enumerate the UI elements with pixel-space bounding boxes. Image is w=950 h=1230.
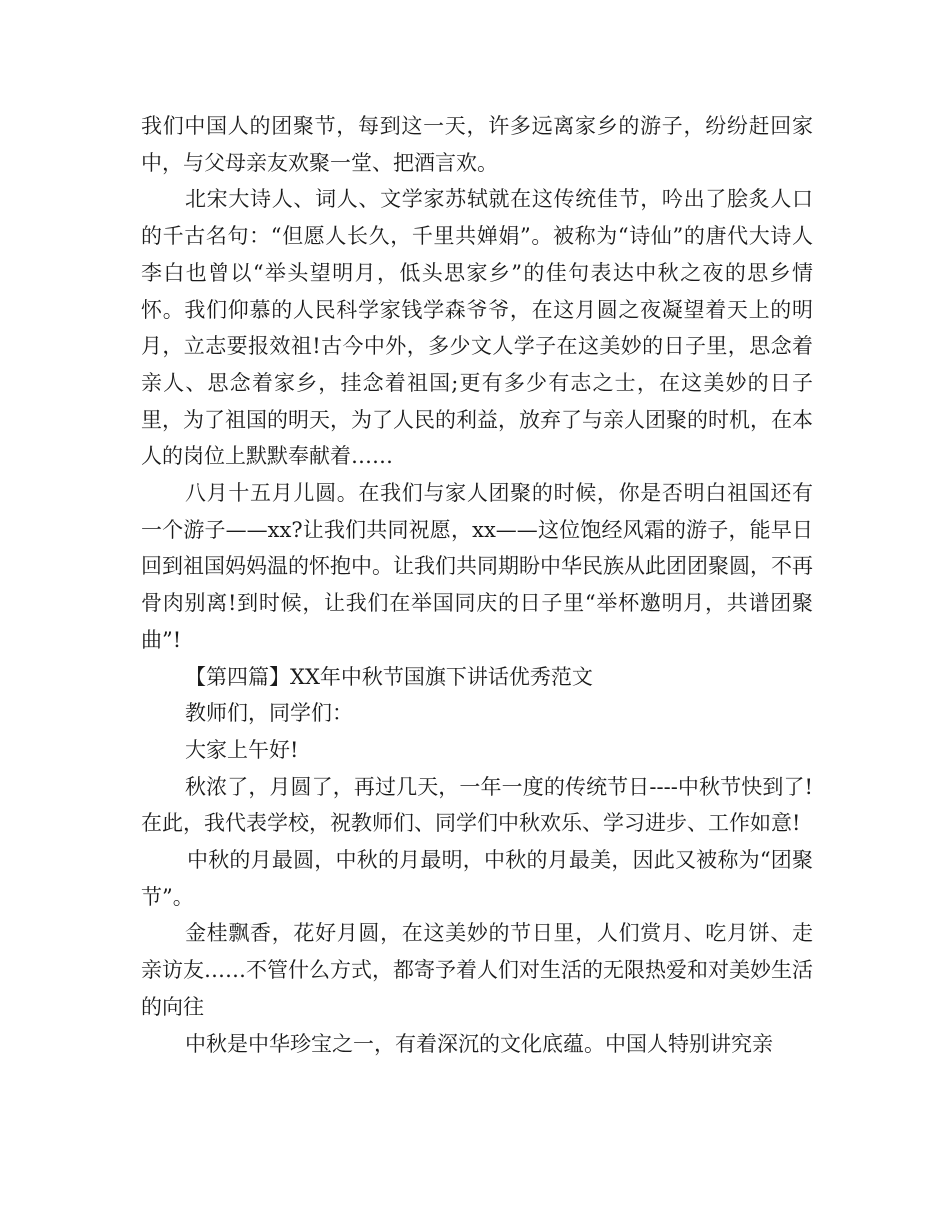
document-body [141, 108, 813, 1062]
paragraph: 八月十五月儿圆。在我们与家人团聚的时候，你是否明白祖国还有一个游子——xx?让我们共同祝愿，xx——这位饱经风霜的游子，能早日回到祖国妈妈温的怀抱中。让我们共同期盼中华民族从此团团聚圆，不再骨肉别离!到时候，让我们在举国同庆的日子里“举杯邀明月，共谱团聚曲”! [141, 481, 813, 652]
paragraph: 中秋的月最圆，中秋的月最明，中秋的月最美，因此又被称为“团聚节”。 [141, 848, 813, 909]
paragraph: 秋浓了，月圆了，再过几天，一年一度的传统节日----中秋节快到了!在此，我代表学校，祝教师们、同学们中秋欢乐、学习进步、工作如意! [141, 774, 813, 836]
greeting: 大家上午好! [185, 737, 299, 762]
paragraph: 北宋大诗人、词人、文学家苏轼就在这传统佳节，吟出了脍炙人口的千古名句：“但愿人长久，千里共婵娟”。被称为“诗仙”的唐代大诗人李白也曾以“举头望明月，低头思家乡”的佳句表达中秋之夜的思乡情怀。我们仰慕的人民科学家钱学森爷爷，在这月圆之夜凝望着天上的明月，立志要报效祖!古今中外，多少文人学子在这美妙的日子里，思念着亲人、思念着家乡，挂念着祖国;更有多少有志之士，在这美妙的日子里，为了祖国的明天，为了人民的利益，放弃了与亲人团聚的时机，在本人的岗位上默默奉献着…… [141, 187, 813, 469]
paragraph: 金桂飘香，花好月圆，在这美妙的节日里，人们赏月、吃月饼、走亲访友……不管什么方式，都寄予着人们对生活的无限热爱和对美妙生活的向往 [141, 921, 813, 1019]
paragraph-continued: 我们中国人的团聚节，每到这一天，许多远离家乡的游子，纷纷赶回家中，与父母亲友欢聚一堂、把酒言欢。 [141, 114, 813, 175]
section-heading: 【第四篇】XX年中秋节国旗下讲话优秀范文 [185, 664, 593, 689]
salutation: 教师们，同学们： [185, 701, 353, 726]
paragraph-truncated: 中秋是中华珍宝之一，有着深沉的文化底蕴。中国人特别讲究亲 [185, 1031, 773, 1056]
